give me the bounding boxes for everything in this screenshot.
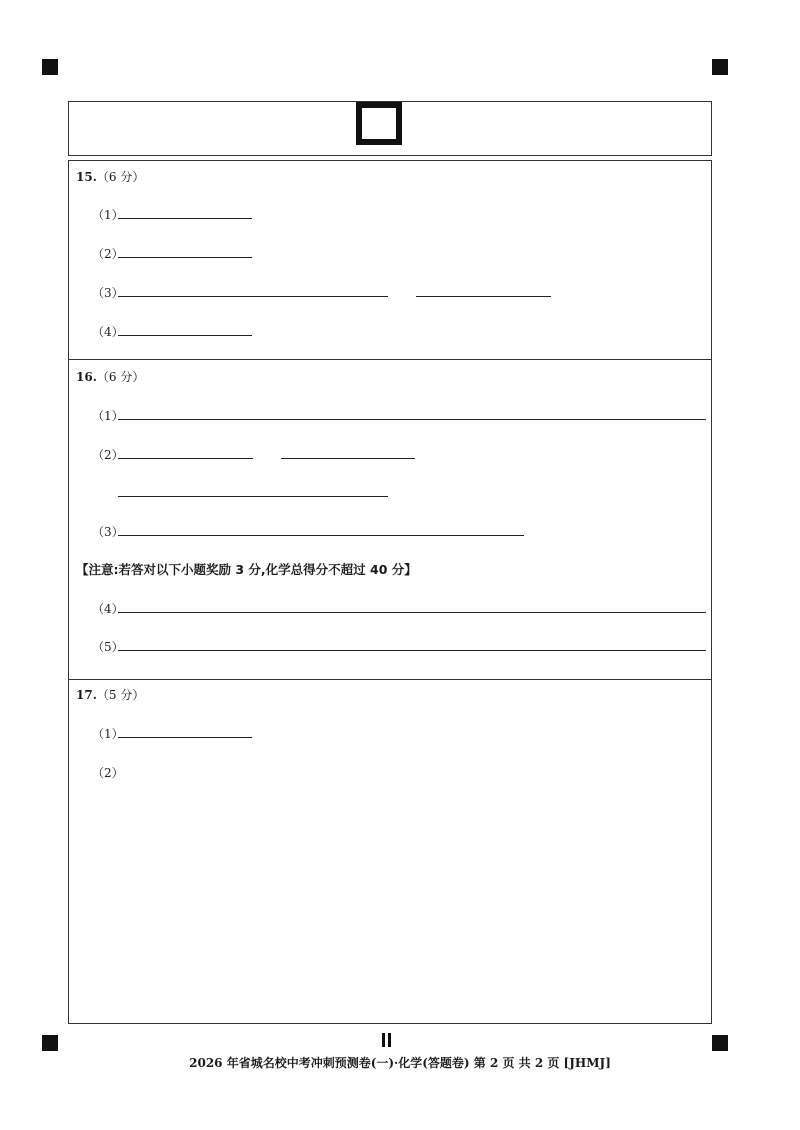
question-17-title bbox=[76, 686, 144, 703]
q16-item-2-blank-b[interactable] bbox=[281, 458, 415, 459]
q15-item-1-label: （1） bbox=[92, 208, 124, 222]
q15-item-2-label: （2） bbox=[92, 247, 124, 261]
registration-mark-bottom-left bbox=[42, 1035, 58, 1051]
q16-item-4-label: （4） bbox=[92, 602, 124, 616]
q16-item-4-blank[interactable] bbox=[118, 612, 706, 613]
q15-item-4-label: （4） bbox=[92, 325, 124, 339]
q15-item-4-blank[interactable] bbox=[118, 335, 252, 336]
header-marker-square bbox=[356, 102, 402, 145]
q16-item-5-blank[interactable] bbox=[118, 650, 706, 651]
q17-item-2-answer-area[interactable] bbox=[118, 780, 698, 1010]
bonus-note: 【注意:若答对以下小题奖励 3 分,化学总得分不超过 40 分】 bbox=[76, 562, 417, 577]
q15-item-1-blank[interactable] bbox=[118, 218, 252, 219]
q15-item-3-blank-b[interactable] bbox=[416, 296, 551, 297]
registration-mark-bottom-right bbox=[712, 1035, 728, 1051]
q16-item-2-blank-a[interactable] bbox=[118, 458, 253, 459]
page-footer: 2026 年省城名校中考冲刺预测卷(一)·化学(答题卷) 第 2 页 共 2 页 [JHMJ] bbox=[189, 1056, 611, 1070]
question-16-number: 16. bbox=[76, 370, 97, 384]
question-15-title bbox=[76, 168, 144, 185]
q17-item-1-label: （1） bbox=[92, 727, 124, 741]
q16-item-5-label: （5） bbox=[92, 640, 124, 654]
registration-mark-top-right bbox=[712, 59, 728, 75]
question-16-section bbox=[68, 360, 712, 680]
question-17-number: 17. bbox=[76, 688, 97, 702]
page-barcode-mark bbox=[382, 1033, 392, 1047]
q15-item-3-blank-a[interactable] bbox=[118, 296, 388, 297]
q16-item-3-label: （3） bbox=[92, 525, 124, 539]
q17-item-2-label: （2） bbox=[92, 766, 124, 780]
q16-item-2-blank-c[interactable] bbox=[118, 496, 388, 497]
question-15-section bbox=[68, 160, 712, 360]
question-17-score: （5 分） bbox=[96, 688, 145, 702]
question-15-score: （6 分） bbox=[96, 170, 145, 184]
question-16-score: （6 分） bbox=[96, 370, 145, 384]
q17-item-1-blank[interactable] bbox=[118, 737, 252, 738]
q16-item-1-label: （1） bbox=[92, 409, 124, 423]
question-16-title bbox=[76, 368, 144, 385]
q15-item-3-label: （3） bbox=[92, 286, 124, 300]
question-15-number: 15. bbox=[76, 170, 97, 184]
q16-item-2-label: （2） bbox=[92, 448, 124, 462]
registration-mark-top-left bbox=[42, 59, 58, 75]
q16-item-1-blank[interactable] bbox=[118, 419, 706, 420]
q16-item-3-blank[interactable] bbox=[118, 535, 524, 536]
q15-item-2-blank[interactable] bbox=[118, 257, 252, 258]
